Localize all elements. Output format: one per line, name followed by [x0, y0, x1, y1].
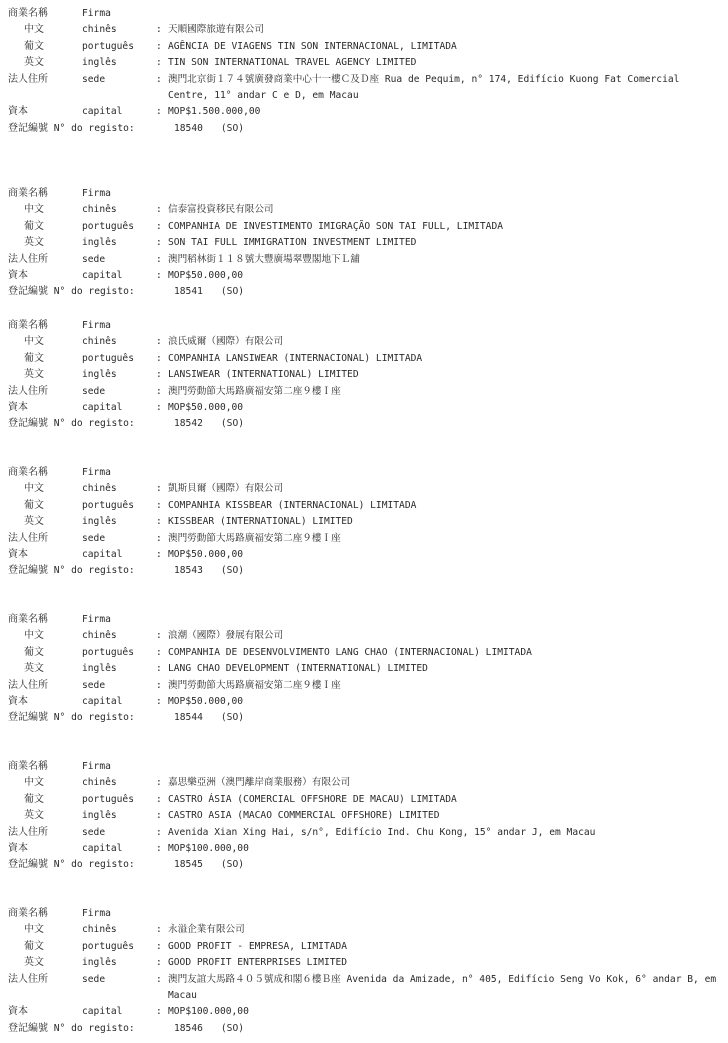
capital-label-pt: capital: [82, 269, 123, 281]
seat-row: [8, 252, 720, 268]
firm-label-pt: Firma: [82, 908, 111, 919]
capital-label-zh: 資本: [8, 269, 28, 281]
capital-label-pt: capital: [82, 695, 123, 707]
firm-row: [8, 612, 720, 628]
registry-label-pt: N° do registo:: [53, 1022, 135, 1034]
registry-number: [174, 710, 244, 726]
capital-label-zh: 資本: [8, 1006, 28, 1018]
capital-row: [8, 1004, 720, 1020]
chinese-name-value: 浪潮（國際）發展有限公司: [168, 630, 284, 642]
portuguese-label-pt: português: [82, 352, 134, 364]
capital-value: MOP$1.500.000,00: [168, 106, 261, 118]
registry-label-pt: N° do registo:: [53, 418, 135, 430]
company-entry: [8, 318, 720, 433]
firm-row: [8, 759, 720, 775]
portuguese-name-row: [8, 645, 720, 661]
separator-colon: :: [156, 777, 162, 789]
capital-row: [8, 104, 720, 120]
registry-number: [174, 857, 244, 873]
registry-label: [8, 1021, 135, 1037]
registry-label: [8, 416, 135, 432]
seat-label-zh: 法人住所: [8, 73, 48, 85]
separator-colon: :: [156, 106, 162, 118]
portuguese-label-zh: 葡文: [24, 352, 44, 364]
separator-colon: :: [156, 204, 162, 216]
english-label-pt: inglês: [82, 369, 117, 381]
seat-label-pt: sede: [82, 679, 106, 691]
firm-label-zh: 商業名稱: [8, 320, 48, 331]
portuguese-label-pt: português: [82, 793, 134, 805]
registry-number: [174, 121, 244, 137]
registry-label: [8, 857, 135, 873]
portuguese-label-zh: 葡文: [24, 499, 44, 511]
portuguese-name-row: [8, 351, 720, 367]
registry-suffix: (SO): [220, 1022, 244, 1034]
capital-row: [8, 400, 720, 416]
chinese-label-zh: 中文: [24, 777, 44, 789]
portuguese-name-row: [8, 939, 720, 955]
chinese-label-pt: chinês: [82, 924, 117, 936]
english-label-pt: inglês: [82, 663, 117, 675]
chinese-label-pt: chinês: [82, 630, 117, 642]
portuguese-label-zh: 葡文: [24, 793, 44, 805]
separator-colon: :: [156, 1006, 162, 1018]
seat-label-zh: 法人住所: [8, 253, 48, 265]
portuguese-label-zh: 葡文: [24, 220, 44, 232]
registry-label-zh: 登記編號: [8, 712, 48, 724]
separator-colon: :: [156, 973, 162, 985]
firm-row: [8, 6, 720, 22]
capital-value: MOP$50.000,00: [168, 548, 244, 560]
capital-label-pt: capital: [82, 842, 123, 854]
separator-colon: :: [156, 220, 162, 232]
capital-label-pt: capital: [82, 548, 123, 560]
capital-value: MOP$50.000,00: [168, 269, 244, 281]
capital-label-pt: capital: [82, 401, 123, 413]
firm-row: [8, 906, 720, 922]
seat-label-zh: 法人住所: [8, 826, 48, 838]
seat-label-zh: 法人住所: [8, 679, 48, 691]
seat-label-zh: 法人住所: [8, 532, 48, 544]
separator-colon: :: [156, 924, 162, 936]
separator-colon: :: [156, 646, 162, 658]
separator-colon: :: [156, 73, 162, 85]
seat-row: [8, 825, 720, 841]
capital-row: [8, 694, 720, 710]
seat-address-value: 澳門勞動節大馬路廣福安第二座９樓Ｉ座: [168, 532, 341, 544]
company-entry: [8, 612, 720, 727]
firm-label-pt: Firma: [82, 467, 111, 478]
portuguese-name-value: COMPANHIA KISSBEAR (INTERNACIONAL) LIMITADA: [168, 499, 417, 511]
registry-row: [8, 857, 720, 873]
portuguese-name-value: AGÊNCIA DE VIAGENS TIN SON INTERNACIONAL, LIMITADA: [168, 40, 457, 52]
registry-suffix: (SO): [220, 565, 244, 577]
portuguese-label-pt: português: [82, 646, 134, 658]
firm-label-pt: Firma: [82, 188, 111, 199]
separator-colon: :: [156, 57, 162, 69]
separator-colon: :: [156, 940, 162, 952]
seat-row: [8, 531, 720, 547]
registry-label-pt: N° do registo:: [53, 122, 135, 134]
separator-colon: :: [156, 369, 162, 381]
registry-number-value: 18542: [174, 418, 203, 430]
chinese-name-value: 嘉思樂亞洲（澳門離岸商業服務）有限公司: [168, 777, 351, 789]
registry-row: [8, 710, 720, 726]
separator-colon: :: [156, 385, 162, 397]
chinese-name-row: [8, 202, 720, 218]
portuguese-name-value: GOOD PROFIT - EMPRESA, LIMITADA: [168, 940, 348, 952]
portuguese-label-pt: português: [82, 40, 134, 52]
english-label-pt: inglês: [82, 237, 117, 249]
seat-address-value: 澳門友誼大馬路４０５號成和閣６樓Ｂ座 Avenida da Amizade, n° 405, Edifício Seng Vo Kok, 6° andar B, em Macau: [168, 973, 717, 1001]
english-name-row: [8, 235, 720, 251]
registry-label-zh: 登記編號: [8, 565, 48, 577]
separator-colon: :: [156, 679, 162, 691]
capital-label-zh: 資本: [8, 106, 28, 118]
registry-label-pt: N° do registo:: [53, 712, 135, 724]
chinese-name-row: [8, 22, 720, 38]
capital-row: [8, 547, 720, 563]
seat-address-value: 澳門稻林街１１８號大豐廣場翠豐閣地下Ｌ舖: [168, 253, 360, 265]
english-name-row: [8, 55, 720, 71]
firm-label-zh: 商業名稱: [8, 467, 48, 478]
registry-number-value: 18544: [174, 712, 203, 724]
registry-number-value: 18541: [174, 286, 203, 298]
capital-value: MOP$100.000,00: [168, 1006, 249, 1018]
registry-row: [8, 121, 720, 137]
portuguese-label-zh: 葡文: [24, 940, 44, 952]
english-name-row: [8, 955, 720, 971]
registry-label-zh: 登記編號: [8, 418, 48, 430]
firm-label-zh: 商業名稱: [8, 908, 48, 919]
chinese-name-row: [8, 334, 720, 350]
registry-suffix: (SO): [220, 122, 244, 134]
separator-colon: :: [156, 336, 162, 348]
chinese-label-zh: 中文: [24, 24, 44, 36]
separator-colon: :: [156, 548, 162, 560]
seat-address-value: 澳門北京街１７４號廣發商業中心十一樓Ｃ及Ｄ座 Rua de Pequim, n° 174, Edifício Kuong Fat Comercial Centre, 11° andar C e D, em Macau: [168, 73, 680, 101]
separator-colon: :: [156, 793, 162, 805]
english-label-pt: inglês: [82, 57, 117, 69]
firm-label-zh: 商業名稱: [8, 614, 48, 625]
capital-label-zh: 資本: [8, 548, 28, 560]
capital-label-pt: capital: [82, 106, 123, 118]
english-name-value: KISSBEAR (INTERNATIONAL) LIMITED: [168, 516, 353, 528]
seat-label-pt: sede: [82, 826, 106, 838]
portuguese-name-row: [8, 219, 720, 235]
portuguese-name-value: COMPANHIA DE INVESTIMENTO IMIGRAÇÃO SON TAI FULL, LIMITADA: [168, 220, 504, 232]
separator-colon: :: [156, 352, 162, 364]
english-label-zh: 英文: [24, 57, 44, 69]
registry-label: [8, 710, 135, 726]
separator-colon: :: [156, 24, 162, 36]
separator-colon: :: [156, 483, 162, 495]
capital-label-zh: 資本: [8, 695, 28, 707]
capital-value: MOP$50.000,00: [168, 401, 244, 413]
seat-label-pt: sede: [82, 73, 106, 85]
portuguese-label-pt: português: [82, 940, 134, 952]
chinese-label-zh: 中文: [24, 483, 44, 495]
firm-label-pt: Firma: [82, 8, 111, 19]
separator-colon: :: [156, 401, 162, 413]
registry-number-value: 18545: [174, 859, 203, 871]
english-label-pt: inglês: [82, 516, 117, 528]
english-name-row: [8, 514, 720, 530]
portuguese-name-value: COMPANHIA LANSIWEAR (INTERNACIONAL) LIMITADA: [168, 352, 423, 364]
registry-label-zh: 登記編號: [8, 859, 48, 871]
separator-colon: :: [156, 40, 162, 52]
registry-number: [174, 416, 244, 432]
separator-colon: :: [156, 695, 162, 707]
portuguese-label-zh: 葡文: [24, 40, 44, 52]
company-entry: [8, 465, 720, 580]
registry-suffix: (SO): [220, 418, 244, 430]
firm-row: [8, 186, 720, 202]
seat-row: [8, 678, 720, 694]
registry-number-value: 18543: [174, 565, 203, 577]
english-name-value: LANSIWEAR (INTERNATIONAL) LIMITED: [168, 369, 359, 381]
firm-label-pt: Firma: [82, 614, 111, 625]
chinese-label-zh: 中文: [24, 630, 44, 642]
seat-row: [8, 384, 720, 400]
capital-row: [8, 268, 720, 284]
chinese-label-pt: chinês: [82, 336, 117, 348]
separator-colon: :: [156, 842, 162, 854]
english-name-value: TIN SON INTERNATIONAL TRAVEL AGENCY LIMITED: [168, 57, 417, 69]
registry-label: [8, 284, 135, 300]
chinese-name-row: [8, 628, 720, 644]
firm-label-zh: 商業名稱: [8, 188, 48, 199]
portuguese-name-value: COMPANHIA DE DESENVOLVIMENTO LANG CHAO (INTERNACIONAL) LIMITADA: [168, 646, 532, 658]
seat-label-pt: sede: [82, 385, 106, 397]
chinese-name-value: 凱斯貝爾（國際）有限公司: [168, 483, 284, 495]
english-name-row: [8, 367, 720, 383]
chinese-name-value: 永溢企業有限公司: [168, 924, 245, 936]
registry-suffix: (SO): [220, 286, 244, 298]
capital-label-zh: 資本: [8, 401, 28, 413]
seat-row: [8, 972, 720, 1005]
portuguese-label-pt: português: [82, 220, 134, 232]
company-entry: [8, 759, 720, 874]
registry-label-zh: 登記編號: [8, 286, 48, 298]
english-label-zh: 英文: [24, 957, 44, 969]
registry-number: [174, 284, 244, 300]
english-label-zh: 英文: [24, 663, 44, 675]
registry-row: [8, 1021, 720, 1037]
english-label-pt: inglês: [82, 810, 117, 822]
capital-label-zh: 資本: [8, 842, 28, 854]
separator-colon: :: [156, 630, 162, 642]
firm-row: [8, 465, 720, 481]
english-label-zh: 英文: [24, 516, 44, 528]
chinese-name-value: 浪氏威爾（國際）有限公司: [168, 336, 284, 348]
company-entry: [8, 186, 720, 301]
registry-label-pt: N° do registo:: [53, 859, 135, 871]
english-label-zh: 英文: [24, 369, 44, 381]
seat-address-value: Avenida Xian Xing Hai, s/n°, Edifício Ind. Chu Kong, 15° andar J, em Macau: [168, 826, 596, 838]
chinese-name-row: [8, 481, 720, 497]
separator-colon: :: [156, 957, 162, 969]
seat-address-value: 澳門勞動節大馬路廣福安第二座９樓Ｉ座: [168, 385, 341, 397]
registry-label: [8, 121, 135, 137]
separator-colon: :: [156, 253, 162, 265]
separator-colon: :: [156, 516, 162, 528]
seat-row: [8, 72, 720, 105]
separator-colon: :: [156, 810, 162, 822]
registry-number-value: 18540: [174, 122, 203, 134]
capital-value: MOP$100.000,00: [168, 842, 249, 854]
separator-colon: :: [156, 663, 162, 675]
registry-number: [174, 563, 244, 579]
portuguese-name-row: [8, 498, 720, 514]
english-name-value: LANG CHAO DEVELOPMENT (INTERNATIONAL) LIMITED: [168, 663, 428, 675]
seat-label-pt: sede: [82, 253, 106, 265]
seat-label-pt: sede: [82, 973, 106, 985]
registry-row: [8, 416, 720, 432]
separator-colon: :: [156, 826, 162, 838]
registry-label-pt: N° do registo:: [53, 286, 135, 298]
chinese-name-value: 天順國際旅遊有限公司: [168, 24, 264, 36]
english-label-pt: inglês: [82, 957, 117, 969]
registry-suffix: (SO): [220, 859, 244, 871]
english-name-row: [8, 661, 720, 677]
english-name-value: SON TAI FULL IMMIGRATION INVESTMENT LIMITED: [168, 237, 417, 249]
firm-label-zh: 商業名稱: [8, 8, 48, 19]
seat-label-pt: sede: [82, 532, 106, 544]
company-entry: [8, 6, 720, 137]
english-label-zh: 英文: [24, 810, 44, 822]
chinese-label-zh: 中文: [24, 204, 44, 216]
chinese-label-zh: 中文: [24, 924, 44, 936]
capital-value: MOP$50.000,00: [168, 695, 244, 707]
firm-label-pt: Firma: [82, 761, 111, 772]
portuguese-label-zh: 葡文: [24, 646, 44, 658]
chinese-label-zh: 中文: [24, 336, 44, 348]
firm-label-zh: 商業名稱: [8, 761, 48, 772]
chinese-label-pt: chinês: [82, 777, 117, 789]
registry-suffix: (SO): [220, 712, 244, 724]
chinese-name-row: [8, 775, 720, 791]
seat-label-zh: 法人住所: [8, 973, 48, 985]
english-name-row: [8, 808, 720, 824]
english-name-value: GOOD PROFIT ENTERPRISES LIMITED: [168, 957, 348, 969]
registry-row: [8, 563, 720, 579]
separator-colon: :: [156, 532, 162, 544]
registry-label-zh: 登記編號: [8, 122, 48, 134]
capital-label-pt: capital: [82, 1006, 123, 1018]
chinese-label-pt: chinês: [82, 204, 117, 216]
separator-colon: :: [156, 237, 162, 249]
capital-row: [8, 841, 720, 857]
portuguese-name-row: [8, 792, 720, 808]
chinese-name-value: 信泰富投資移民有限公司: [168, 204, 274, 216]
registry-label-pt: N° do registo:: [53, 565, 135, 577]
registry-label: [8, 563, 135, 579]
chinese-label-pt: chinês: [82, 483, 117, 495]
english-name-value: CASTRO ASIA (MACAO COMMERCIAL OFFSHORE) LIMITED: [168, 810, 440, 822]
chinese-label-pt: chinês: [82, 24, 117, 36]
firm-label-pt: Firma: [82, 320, 111, 331]
chinese-name-row: [8, 922, 720, 938]
firm-row: [8, 318, 720, 334]
company-entry: [8, 906, 720, 1037]
separator-colon: :: [156, 499, 162, 511]
registry-number-value: 18546: [174, 1022, 203, 1034]
registry-number: [174, 1021, 244, 1037]
english-label-zh: 英文: [24, 237, 44, 249]
portuguese-name-row: [8, 39, 720, 55]
seat-address-value: 澳門勞動節大馬路廣福安第二座９樓Ｉ座: [168, 679, 341, 691]
portuguese-label-pt: português: [82, 499, 134, 511]
registry-row: [8, 284, 720, 300]
seat-label-zh: 法人住所: [8, 385, 48, 397]
registry-label-zh: 登記編號: [8, 1022, 48, 1034]
portuguese-name-value: CASTRO ÁSIA (COMERCIAL OFFSHORE DE MACAU) LIMITADA: [168, 793, 457, 805]
separator-colon: :: [156, 269, 162, 281]
